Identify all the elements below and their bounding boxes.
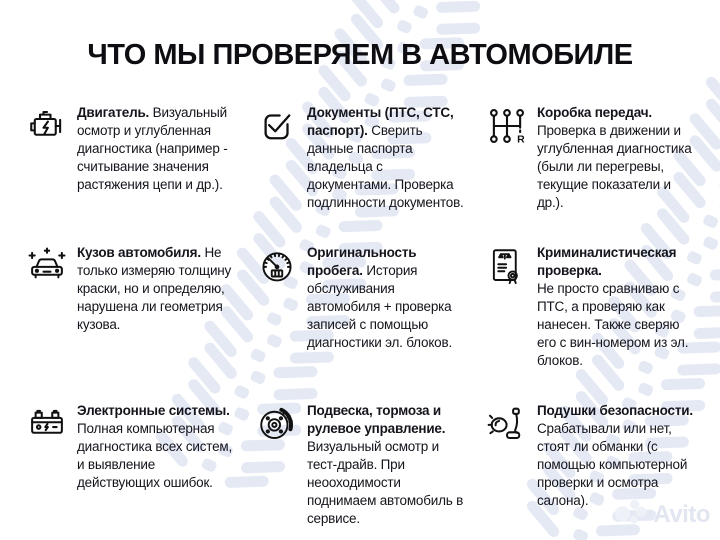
car-body-icon [26, 245, 68, 287]
check-item-gearbox [486, 104, 694, 212]
airbag-icon [486, 403, 528, 445]
check-item-documents [256, 104, 464, 212]
check-item-text: Криминалистическая проверка. Не просто сравниваю с ПТС, а проверяю как нанесен. Также сверяю его с вин-номером из эл. блоков. [537, 245, 689, 368]
brake-disc-icon [256, 403, 298, 445]
check-item-suspension [256, 402, 464, 528]
engine-icon [26, 105, 68, 147]
check-item-text: Подвеска, тормоза и рулевое управление. Визуальный осмотр и тест-драйв. При неооходимости поднимаем автомобиль в сервисе. [307, 402, 464, 526]
check-item-text: Электронные системы. Полная компьютерная диагностика всех систем, и выявление действующих ошибок. [77, 402, 233, 490]
check-item-text: Двигатель. Визуальный осмотр и углубленная диагностика (например - считывание значения растяжения цепи и др.). [77, 105, 228, 193]
battery-icon [26, 403, 68, 445]
page-title: ЧТО МЫ ПРОВЕРЯЕМ В АВТОМОБИЛЕ [87, 39, 633, 71]
speedometer-icon [256, 245, 298, 287]
check-item-text: Оригинальность пробега. История обслуживания автомобиля + проверка записей с помощью диагностики эл. блоков. [307, 245, 453, 350]
avito-logo-icon [612, 496, 648, 533]
check-item-electronics [26, 402, 234, 528]
forensic-check-icon [486, 245, 528, 287]
check-item-text: Документы (ПТС, СТС, паспорт). Сверить данные паспорта владельца с документами. Проверка подлинности документов. [307, 105, 464, 211]
check-item-text: Подушки безопасности. Срабатывали или нет, стоят ли обманки (с помощью компьютерной проверки и осмотра салона). [537, 402, 693, 508]
check-item-mileage [256, 244, 464, 370]
avito-label: Avito [653, 500, 710, 528]
check-item-engine [26, 104, 234, 212]
check-items-grid [26, 104, 694, 527]
check-item-car-body [26, 244, 234, 370]
check-item-text: Коробка передач. Проверка в движении и углубленная диагностика (были ли перегревы, текущие показатели и др.). [537, 105, 692, 211]
gearbox-icon [486, 105, 528, 147]
document-check-icon [256, 105, 298, 147]
avito-watermark [612, 496, 710, 533]
svg-text:R: R [517, 134, 525, 147]
check-item-forensic [486, 244, 694, 370]
check-item-text: Кузов автомобиля. Не только измеряю толщину краски, но и определяю, нарушена ли геометрия кузова. [77, 245, 232, 332]
